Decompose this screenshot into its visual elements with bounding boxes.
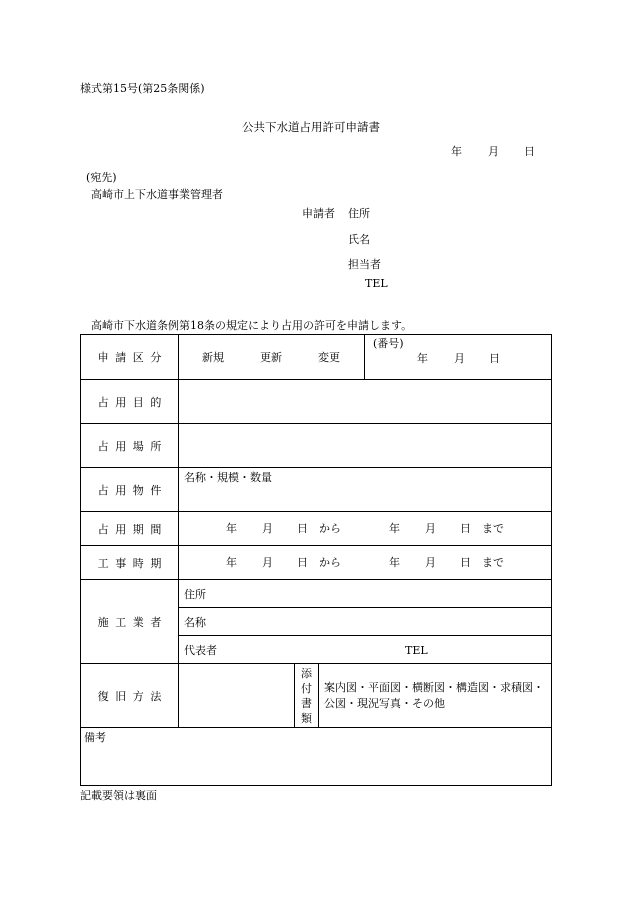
period-month-1: 月 <box>262 522 273 535</box>
location-field[interactable] <box>179 424 552 468</box>
application-type-label: 申請区分 <box>81 335 179 380</box>
attachments-char-3: 書 <box>301 696 312 710</box>
applicant-tel-label: TEL <box>365 277 388 290</box>
applicant-contact-label: 担当者 <box>348 258 381 271</box>
row-application-type <box>81 335 552 380</box>
applicant-label: 申請者 <box>302 207 335 220</box>
applicant-address-label: 住所 <box>348 207 370 220</box>
period-month-2: 月 <box>425 522 436 535</box>
period-day-1: 日 <box>297 522 308 535</box>
attachments-label <box>295 664 319 728</box>
contractor-representative-label: 代表者 <box>184 644 217 657</box>
page-title: 公共下水道占用許可申請書 <box>242 120 380 134</box>
period-label: 占用期間 <box>81 512 179 546</box>
attachments-char-4: 類 <box>301 711 312 725</box>
attachments-list[interactable] <box>319 664 552 728</box>
construction-from: から <box>319 556 341 569</box>
number-day: 日 <box>489 352 501 365</box>
restoration-field[interactable] <box>179 664 295 728</box>
object-label: 占用物件 <box>81 468 179 512</box>
addressee-name: 高崎市上下水道事業管理者 <box>91 188 223 201</box>
object-field[interactable] <box>179 468 552 512</box>
period-until: まで <box>482 522 504 535</box>
row-remarks <box>81 728 552 786</box>
number-month: 月 <box>454 352 466 365</box>
date-day-label: 日 <box>524 145 535 158</box>
period-field[interactable] <box>179 512 552 546</box>
row-object <box>81 468 552 512</box>
application-statement: 高崎市下水道条例第18条の規定により占用の許可を申請します。 <box>91 319 413 332</box>
period-day-2: 日 <box>460 522 471 535</box>
form-number: 様式第15号(第25条関係) <box>80 82 205 95</box>
contractor-representative-field[interactable] <box>179 636 552 664</box>
number-year: 年 <box>417 352 429 365</box>
option-change[interactable]: 変更 <box>318 351 340 364</box>
footer-note: 記載要領は裏面 <box>80 789 157 802</box>
number-label: (番号) <box>373 337 404 350</box>
remarks-field[interactable] <box>81 728 552 786</box>
contractor-address-field[interactable] <box>179 580 552 608</box>
purpose-label: 占用目的 <box>81 380 179 424</box>
attachments-char-1: 添 <box>301 666 312 680</box>
row-restoration <box>81 664 552 728</box>
contractor-address-label: 住所 <box>184 588 206 601</box>
object-sublabel: 名称・規模・数量 <box>184 471 272 484</box>
row-contractor-address <box>81 580 552 608</box>
construction-month-2: 月 <box>425 556 436 569</box>
contractor-name-label: 名称 <box>184 616 206 629</box>
row-location <box>81 424 552 468</box>
construction-month-1: 月 <box>262 556 273 569</box>
applicant-name-label: 氏名 <box>348 233 370 246</box>
application-number-date[interactable] <box>365 335 552 380</box>
period-from: から <box>319 522 341 535</box>
option-new[interactable]: 新規 <box>202 351 224 364</box>
construction-until: まで <box>482 556 504 569</box>
construction-day-2: 日 <box>460 556 471 569</box>
contractor-name-field[interactable] <box>179 608 552 636</box>
construction-day-1: 日 <box>297 556 308 569</box>
period-year-1: 年 <box>226 522 237 535</box>
row-period <box>81 512 552 546</box>
date-month-label: 月 <box>488 145 499 158</box>
date-year-label: 年 <box>451 145 462 158</box>
contractor-label: 施工業者 <box>81 580 179 664</box>
contractor-tel-label: TEL <box>405 644 428 657</box>
construction-period-label: 工事時期 <box>81 546 179 580</box>
attachments-line-1: 案内図・平面図・横断図・構造図・求積図・ <box>324 680 544 694</box>
row-purpose <box>81 380 552 424</box>
purpose-field[interactable] <box>179 380 552 424</box>
attachments-char-2: 付 <box>301 681 312 695</box>
construction-period-field[interactable] <box>179 546 552 580</box>
construction-year-1: 年 <box>226 556 237 569</box>
addressee-prefix: (宛先) <box>86 171 117 184</box>
location-label: 占用場所 <box>81 424 179 468</box>
period-year-2: 年 <box>389 522 400 535</box>
remarks-label: 備考 <box>84 731 106 744</box>
application-type-options[interactable] <box>179 335 365 380</box>
option-renew[interactable]: 更新 <box>260 351 282 364</box>
construction-year-2: 年 <box>389 556 400 569</box>
application-form-table <box>80 334 552 786</box>
restoration-label: 復旧方法 <box>81 664 179 728</box>
attachments-line-2: 公図・現況写真・その他 <box>324 696 445 710</box>
row-construction-period <box>81 546 552 580</box>
